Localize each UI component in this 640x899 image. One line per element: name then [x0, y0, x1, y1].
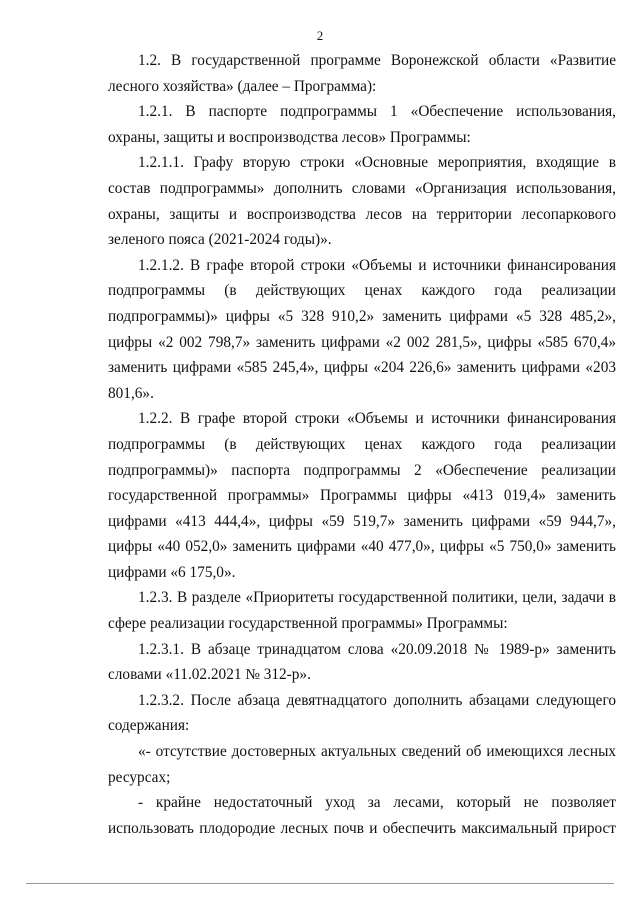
paragraph-1-2-1-2: 1.2.1.2. В графе второй строки «Объемы и источники финансирования подпрограммы (в действующих ценах каждого года реализации подпрограммы)» цифры «5 328 910,2» заменить цифрами «5 328 485,2», цифры «2 002 798,7» заменить цифрами «2 002 281,5», цифры «585 670,4» заменить цифрами «585 245,4», цифры «204 226,6» заменить цифрами «203 801,6». [108, 256, 616, 402]
paragraph-1-2-2: 1.2.2. В графе второй строки «Объемы и источники финансирования подпрограммы (в действующих ценах каждого года реализации подпрограммы)» паспорта подпрограммы 2 «Обеспечение реализации государственной программы» Программы цифры «413 019,4» заменить цифрами «413 444,4», цифры «59 519,7» заменить цифрами «59 944,7», цифры «40 052,0» заменить цифрами «40 477,0», цифры «5 750,0» заменить цифрами «6 175,0». [108, 410, 616, 581]
page-number: 2 [316, 28, 324, 43]
paragraph-1-2-1: 1.2.1. В паспорте подпрограммы 1 «Обеспечение использования, охраны, защиты и воспроизводства лесов» Программы: [108, 103, 616, 146]
paragraph-1-2-1-1: 1.2.1.1. Графу вторую строки «Основные мероприятия, входящие в состав подпрограммы» дополнить словами «Организация использования, охраны, защиты и воспроизводства лесов на территории лесопаркового зеленого пояса (2021-2024 годы)». [108, 154, 616, 249]
paragraph-1-2: 1.2. В государственной программе Воронежской области «Развитие лесного хозяйства» (далее – Программа): [108, 52, 616, 95]
page-bottom-divider [26, 883, 614, 884]
document-body [108, 48, 616, 841]
paragraph-1-2-3-1: 1.2.3.1. В абзаце тринадцатом слова «20.09.2018 № 1989-р» заменить словами «11.02.2021 № 312-р». [108, 640, 616, 684]
paragraph-1-2-3: 1.2.3. В разделе «Приоритеты государственной политики, цели, задачи в сфере реализации государственной программы» Программы: [108, 589, 616, 633]
paragraph-continued: - крайне недостаточный уход за лесами, который не позволяет использовать плодородие лесных почв и обеспечить максимальный прирост [108, 794, 616, 837]
paragraph-quote-start: «- отсутствие достоверных актуальных сведений об имеющихся лесных ресурсах; [108, 743, 616, 786]
paragraph-1-2-3-2: 1.2.3.2. После абзаца девятнадцатого дополнить абзацами следующего содержания: [108, 691, 616, 735]
